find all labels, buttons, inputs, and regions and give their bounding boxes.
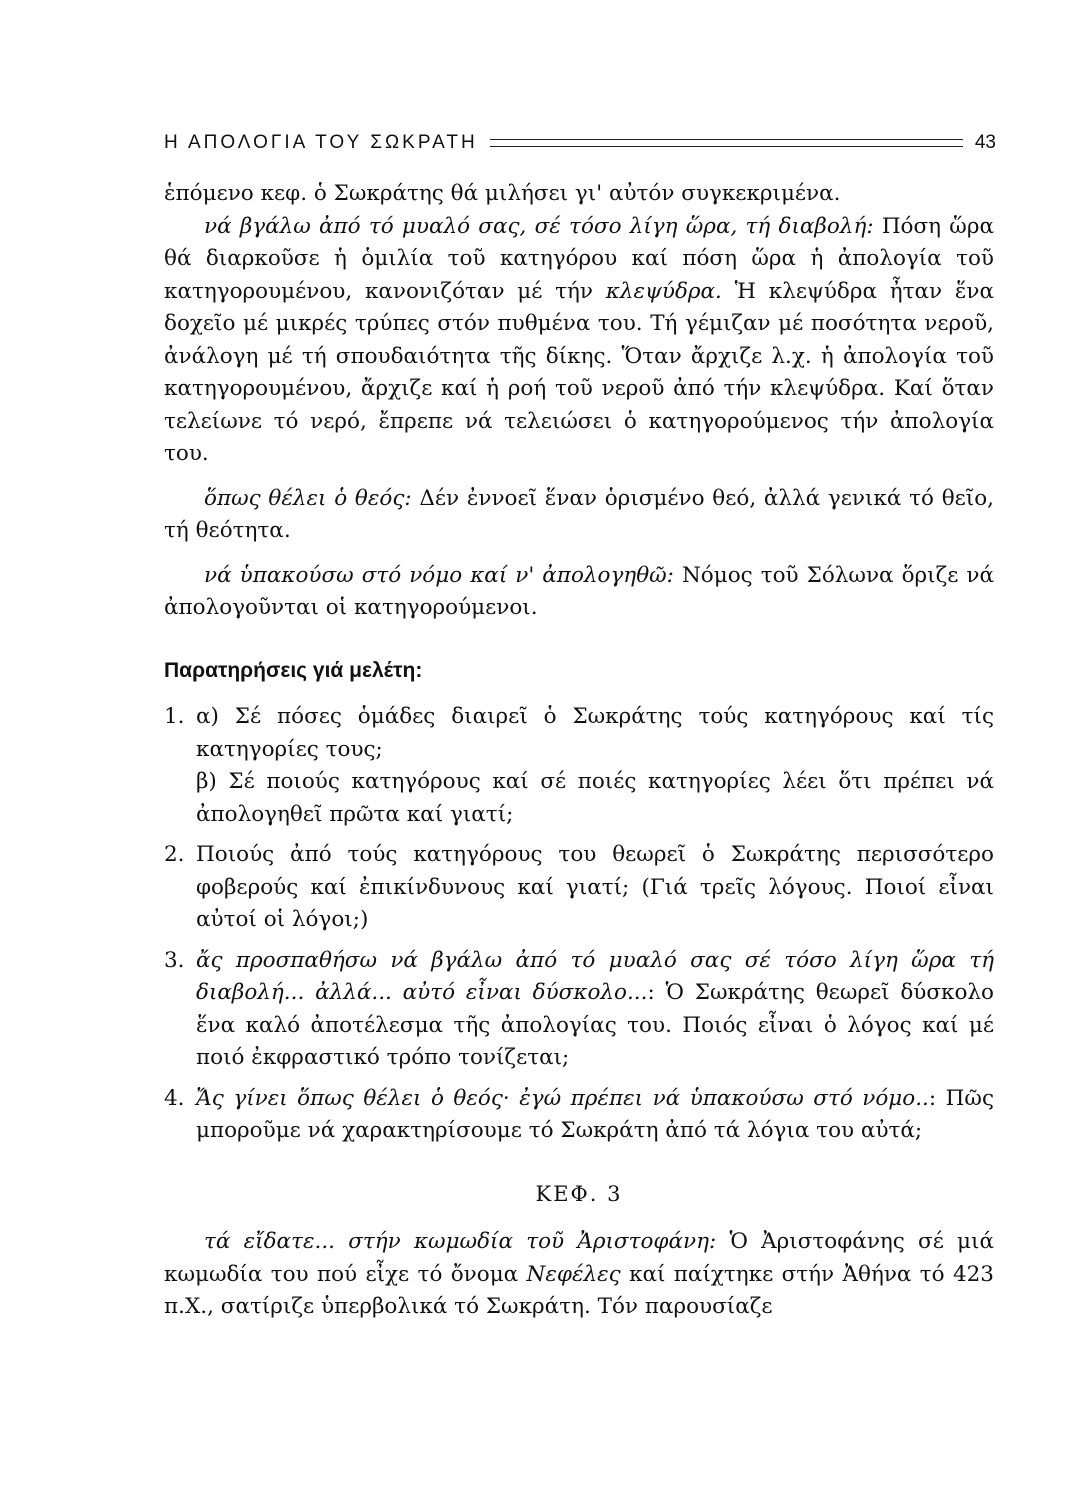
note-nomos bbox=[164, 560, 994, 625]
question-number: 3. bbox=[164, 947, 185, 973]
note-text-continued: καί παίχτηκε στήν Ἀθήνα τό 423 π.Χ., σατίριζε ὑπερβολικά τό Σωκράτη. Τόν παρουσίαζε bbox=[164, 1261, 994, 1319]
question-text: : Πῶς μποροῦμε νά χαρακτηρίσουμε τό Σωκράτη ἀπό τά λόγια του αὐτά; bbox=[196, 1085, 994, 1143]
chapter-title: ΚΕΦ. 3 bbox=[535, 1181, 623, 1206]
study-question-2 bbox=[164, 839, 994, 937]
question-number: 1. bbox=[164, 704, 185, 729]
question-text: Ποιούς ἀπό τούς κατηγόρους του θεωρεῖ ὁ Σωκράτης περισσότερο φοβερούς καί ἐπικίνδυνους καί γιατί; (Γιά τρεῖς λόγους. Ποιοί εἶναι αὐτοί οἱ λόγοι;) bbox=[196, 842, 994, 932]
note-text: Νόμος τοῦ Σόλωνα ὅριζε νά ἀπολογοῦνται οἱ κατηγορούμενοι. bbox=[164, 562, 995, 620]
page-number: 43 bbox=[974, 132, 996, 153]
note-continuation bbox=[164, 178, 994, 211]
note-lemma: νά ὑπακούσω στό νόμο καί ν' ἀπολογηθῶ: bbox=[204, 562, 674, 588]
question-quote: ἄς προσπαθήσω νά βγάλω ἀπό τό μυαλό σας σέ τόσο λίγη ὥρα τή διαβολή... ἀλλά... αὐτό εἶναι δύσκολο... bbox=[196, 947, 994, 1005]
note-text: Δέν ἐννοεῖ ἕναν ὁρισμένο θεό, ἀλλά γενικά τό θεῖο, τή θεότητα. bbox=[164, 485, 994, 543]
note-text: Πόση ὥρα θά διαρκοῦσε ἡ ὁμιλία τοῦ κατηγόρου καί πόση ὥρα ἡ ἀπολογία τοῦ κατηγορουμένου, κανονιζόταν μέ τήν bbox=[164, 213, 994, 304]
running-head-title: Η ΑΠΟΛΟΓΙΑ ΤΟΥ ΣΩΚΡΑΤΗ bbox=[164, 132, 478, 153]
study-question-4 bbox=[164, 1083, 994, 1148]
page-body bbox=[164, 178, 994, 1324]
note-aristophanes bbox=[164, 1226, 994, 1324]
note-klepsydra bbox=[164, 211, 994, 471]
note-lemma: νά βγάλω ἀπό τό μυαλό σας, σέ τόσο λίγη ὥρα, τή διαβολή: bbox=[204, 213, 874, 239]
study-question-1 bbox=[164, 701, 994, 831]
note-lemma: ὅπως θέλει ὁ θεός: bbox=[204, 485, 412, 511]
question-number: 4. bbox=[164, 1085, 185, 1111]
note-lemma: τά εἴδατε... στήν κωμωδία τοῦ Ἀριστοφάνη: bbox=[204, 1229, 717, 1254]
note-theos bbox=[164, 483, 994, 548]
header-double-rule bbox=[490, 139, 963, 147]
play-title: Νεφέλες bbox=[526, 1261, 621, 1287]
note-text: ἑπόμενο κεφ. ὁ Σωκράτης θά μιλήσει γι' αὐτόν συγκεκριμένα. bbox=[164, 181, 841, 206]
study-heading: Παρατηρήσεις γιά μελέτη: bbox=[164, 658, 423, 682]
question-part-b: β) Σέ ποιούς κατηγόρους καί σέ ποιές κατηγορίες λέει ὅτι πρέπει νά ἀπολογηθεῖ πρῶτα καί γιατί; bbox=[196, 769, 994, 827]
question-number: 2. bbox=[164, 842, 185, 867]
note-term: κλεψύδρα. bbox=[605, 278, 722, 304]
question-quote: Ἄς γίνει ὅπως θέλει ὁ θεός· ἐγώ πρέπει νά ὑπακούσω στό νόμο.. bbox=[196, 1085, 929, 1111]
study-question-3 bbox=[164, 945, 994, 1075]
question-part-a: α) Σέ πόσες ὁμάδες διαιρεῖ ὁ Σωκράτης τούς κατηγόρους καί τίς κατηγορίες τους; bbox=[196, 704, 994, 762]
note-text: Ὁ Ἀριστοφάνης σέ μιά κωμωδία του πού εἶχε τό ὄνομα bbox=[164, 1229, 994, 1287]
note-text-continued: Ἡ κλεψύδρα ἦταν ἕνα δοχεῖο μέ μικρές τρύπες στόν πυθμένα του. Τή γέμιζαν μέ ποσότητα νεροῦ, ἀνάλογη μέ τή σπουδαιότητα τῆς δίκης. Ὅταν ἄρχιζε λ.χ. ἡ ἀπολογία τοῦ κατηγορουμένου, ἄρχιζε καί ἡ ροή τοῦ νεροῦ ἀπό τήν κλεψύδρα. Καί ὅταν τελείωνε τό νερό, ἔπρεπε νά τελειώσει ὁ κατηγορούμενος τήν ἀπολογία του. bbox=[164, 278, 994, 466]
running-head bbox=[164, 128, 996, 158]
question-text: : Ὁ Σωκράτης θεωρεῖ δύσκολο ἕνα καλό ἀποτέλεσμα τῆς ἀπολογίας του. Ποιός εἶναι ὁ λόγος καί μέ ποιό ἐκφραστικό τρόπο τονίζεται; bbox=[196, 980, 994, 1070]
